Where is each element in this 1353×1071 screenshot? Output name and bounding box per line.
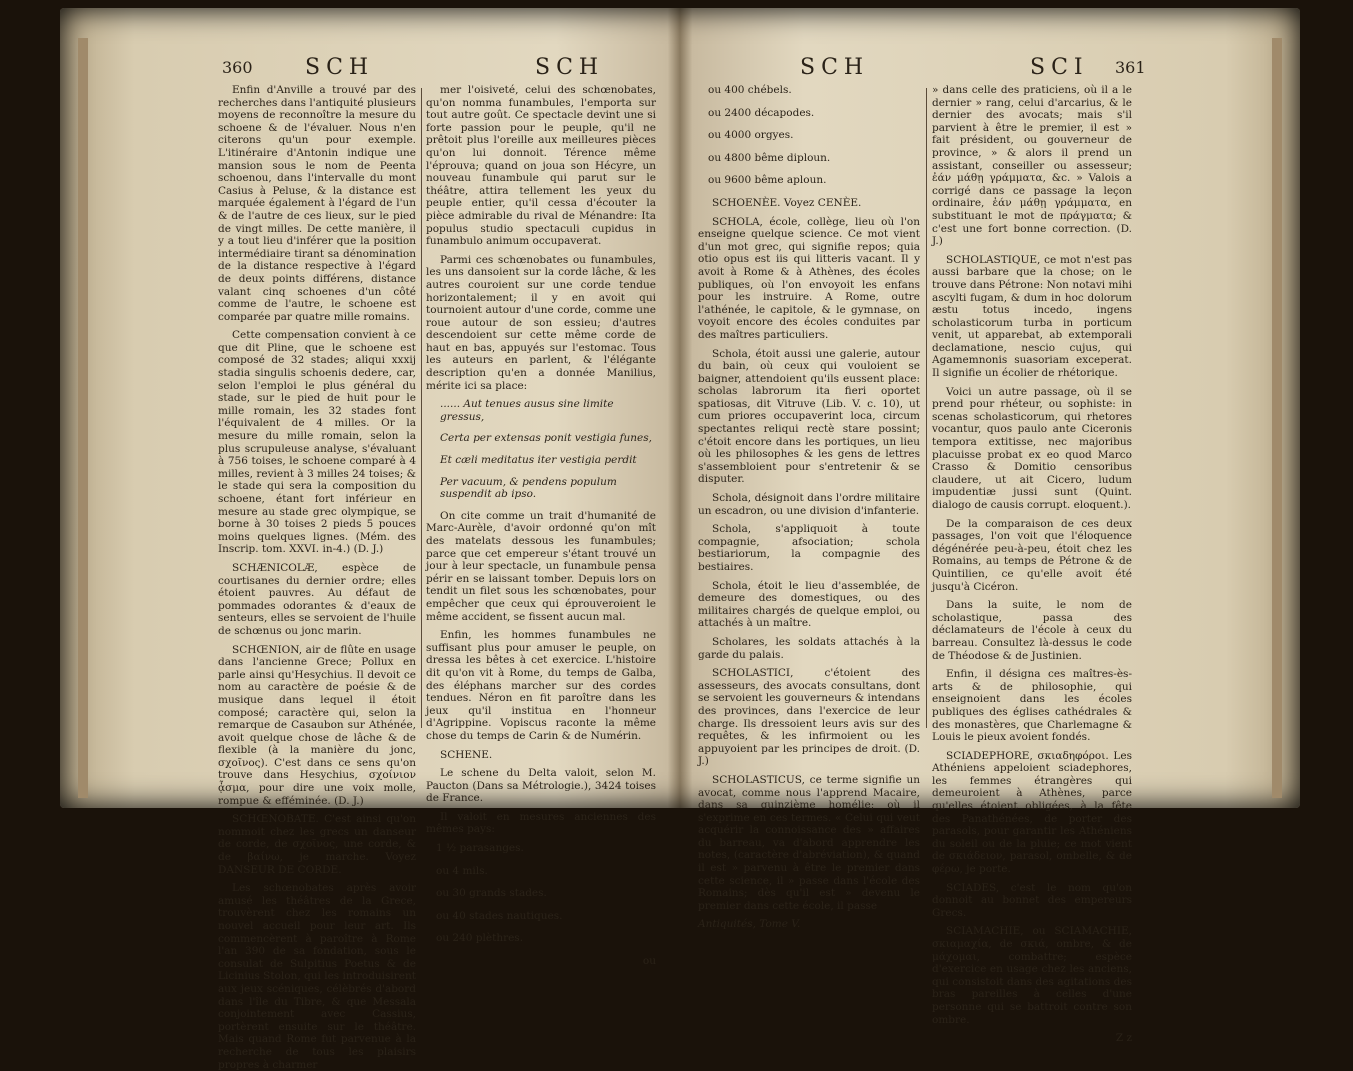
right-header-1: SCH [800,55,870,80]
paragraph: Enfin, les hommes funambules ne suffisant plus pour amuser le peuple, on dressa les bêtes à cet exercice. L'histoire dit qu'on vit à Rome, du temps de Galba, des éléphans marcher sur des cordes tendues. Néron en fit paroître dans les jeux qu'il institua en l'honneur d'Agrippine. Vopiscus raconte la même chose du temps de Carin & de Numérin. [426,629,656,742]
list-item: ou 2400 décapodes. [708,106,815,119]
left-header-2: SCH [535,55,605,80]
signature-line: Antiquités, Tome V. [698,918,801,931]
left-header-1: SCH [305,55,375,80]
paragraph: Il valoit en mesures anciennes des mêmes pays: [426,810,656,836]
latin-verse [440,398,656,501]
paragraph: SCIAMACHIE, ou SCIAMACHIE, σκιαμαχία, de σκιά, ombre, & de μάχομαι, combattre; espèce d'exercice en usage chez les anciens, qui consistoit dans des agitations des bras pareilles à celles d'une personne qui se battroit contre son ombre. [932,925,1132,1026]
column-rule [926,88,927,728]
paragraph: Voici un autre passage, où il se prend pour rhéteur, ou sophiste: in scenas scholasticorum, qui rhetores vocantur, quos paulo ante Ciceronis tempora extitisse, nec majoribus placuisse probat ex eo quod Marco Crasso & Domitio censoribus claudere, ut ait Cicero, ludum impudentiæ jussi sunt (Quint. dialogo de causis corrupt. eloquent.). [932,385,1132,511]
right-page-number: 361 [1115,58,1146,77]
paragraph: SCIADEPHORE, σκιαδηφόροι. Les Athéniens appeloient sciadephores, les femmes étrangères qui demeuroient à Athènes, parce qu'elles étoient obligées, à la fête des Panathénées, de porter des parasols, pour garantir les Athéniens du soleil ou de la pluie; ce mot vient de σκιάδειον, parasol, ombelle, & de φέρω, je porte. [932,749,1132,876]
left-column-1 [218,84,416,1071]
list-item: ou 240 plèthres. [436,932,524,945]
list-item: 1 ½ parasanges. [436,842,524,855]
list-item: ou 40 stades nautiques. [436,909,563,922]
right-header-2: SCI [1030,55,1089,80]
verse-line: Certa per extensas ponit vestigia funes, [440,432,652,445]
list-item: ou 400 chébels. [708,84,792,96]
paragraph: Enfin d'Anville a trouvé par des recherches dans l'antiquité plusieurs moyens de reconnoître la mesure du schoene & de l'évaluer. Nous n'en citerons qu'un pour exemple. L'itinéraire d'Antonin indique une mansion sous le nom de Peenta schoenou, dans l'intervalle du mont Casius à Peluse, & la distance est marquée également à l'égard de l'un & de l'autre de ces lieux, sur le pied de vingt milles. De cette manière, il y a tout lieu d'inférer que la position intermédiaire tirant sa dénomination de la distance respective à l'égard de deux points différens, distance valant cinq schoenes d'un côté comme de l'autre, le schoene est comparée par quatre mille romains. [218,84,416,323]
verse-line: ...... Aut tenues ausus sine limite gressus, [440,398,614,423]
paragraph: SCHENE. [440,748,493,761]
verse-line: Et cæli meditatus iter vestigia perdit [440,454,637,467]
paragraph: Les schœnobates après avoir amusé les théâtres de la Grece, trouvèrent chez les romains un nouvel accueil pour leur art. Ils commencèrent à paroître à Rome l'an 390 de sa fondation, sous le consulat de Sulpitius Poetus & de Licinius Stolon, qui les introduisirent aux jeux scéniques, célèbrés d'abord dans l'île du Tibre, & que Messala conjointement avec Cassius, portèrent ensuite sur le théâtre. Mais quand Rome fut parvenue à la recherche de tous les plaisirs propres à charmer [218,882,416,1071]
paragraph: SCHŒNION, air de flûte en usage dans l'ancienne Grece; Pollux en parle ainsi qu'Hesychius. Il devoit ce nom au caractère de poésie & de musique dans lequel il étoit composé; caractère qui, selon la remarque de Casaubon sur Athénée, avoit quelque chose de lâche & de flexible (à la manière du jonc, σχοῖνος). C'est dans ce sens qu'on trouve dans Hesychius, σχοίνιον ᾆσμα, pour dire une voix molle, rompue & efféminée. (D. J.) [218,643,416,807]
list-item: ou 9600 bême aploun. [708,174,827,187]
paragraph: Cette compensation convient à ce que dit Pline, que le schoene est composé de 32 stades; aliqui xxxij stadia singulis schoenis dedere, car, selon l'emploi le plus général du stade, sur le pied de huit pour le mille romain, les 32 stades font l'équivalent de 4 milles. Or la mesure du mille romain, selon la plus scrupuleuse analyse, s'évaluant à 756 toises, le schoene comparé à 4 milles, revient à 3 milles 24 toises; & le stade qui sera la composition du schoene, étant fort inférieur en mesure au stade grec olympique, se borne à 30 toises 2 pieds 5 pouces moins quelques lignes. (Mém. des Inscrip. tom. XXVI. in-4.) (D. J.) [218,329,416,556]
list-item: ou 4000 orgyes. [708,129,794,142]
paragraph: De la comparaison de ces deux passages, l'on voit que l'éloquence dégénérée peu-à-peu, étoit chez les Romains, au temps de Pétrone & de Quintilien, ce qu'elle avoit été jusqu'à Cicéron. [932,517,1132,593]
paragraph: Enfin, il désigna ces maîtres-ès-arts & de philosophie, qui enseignoient dans les écoles publiques des églises cathédrales & des monastères, que Charlemagne & Louis le pieux avoient fondés. [932,668,1132,744]
verse-line: Per vacuum, & pendens populum suspendit ab ipso. [440,475,617,501]
measure-list [698,84,920,187]
page-edges-right [1272,38,1282,798]
paragraph: Schola, étoit le lieu d'assemblée, de demeure des domestiques, ou des militaires chargés de quelque emploi, ou attachés à un maître. [698,579,920,630]
page-edges-left [78,38,88,798]
paragraph: Dans la suite, le nom de scholastique, passa des déclamateurs de l'école à ceux du barreau. Consultez là-dessus le code de Théodose & de Justinien. [932,599,1132,662]
paragraph: mer l'oisiveté, celui des schœnobates, qu'on nomma funambules, l'emporta sur tout autre goût. Ce spectacle devint une si forte passion pour le peuple, qu'il ne prêtoit plus l'oreille aux meilleures pièces qu'on lui donnoit. Térence même l'éprouva; quand on joua son Hécyre, un nouveau funambule qui parut sur le théâtre, attira tellement les yeux du peuple entier, qu'il cessa d'écouter la pièce admirable du rival de Ménandre: Ita populus studio spectaculi cupidus in funambulo animum occupaverat. [426,84,656,248]
catchword: Z z [1115,1032,1132,1045]
measure-list [426,842,656,945]
paragraph: Scholares, les soldats attachés à la garde du palais. [698,635,920,661]
right-column-1 [698,84,920,931]
column-rule [421,88,422,728]
paragraph: SCHOLA, école, collège, lieu où l'on enseigne quelque science. Ce mot vient d'un mot grec, qui signifie repos; quia otio opus est iis qui litteris vacant. Il y avoit à Rome & à Athènes, des écoles publiques, où l'on envoyoit les enfans pour les instruire. A Rome, outre l'athénée, le capitole, & le gymnase, on voyoit encore des écoles conduites par des maîtres particuliers. [698,215,920,341]
list-item: ou 4800 bême diploun. [708,151,831,164]
paragraph: » dans celle des praticiens, où il a le dernier » rang, celui d'arcarius, & le dernier des avocats; mais s'il parvient à être le premier, il est » fait président, ou gouverneur de province, » & alors il prend un assistant, conseiller ou assesseur; ἐάν μάθῃ γράμματα, &c. » Valois a corrigé dans ce passage la leçon ordinaire, ἐάν μάθῃ γράμματα, en substituant le mot de πράγματα; & c'est une fort bonne correction. (D. J.) [932,84,1132,248]
paragraph: SCHOENÈE. Voyez CENÈE. [712,196,862,209]
paragraph: SCHOLASTIQUE, ce mot n'est pas aussi barbare que la chose; on le trouve dans Pétrone: Non notavi mihi ascylti fugam, & dum in hoc dolorum æstu totus incedo, ingens scholasticorum turba in porticum venit, ut apparebat, ab extemporali declamatione, nescio cujus, qui Agamemnonis suasoriam exceperat. Il signifie un écolier de rhétorique. [932,253,1132,380]
right-column-2 [932,84,1132,1045]
paragraph: Le schene du Delta valoit, selon M. Paucton (Dans sa Métrologie.), 3424 toises de France. [426,767,656,805]
paragraph: On cite comme un trait d'humanité de Marc-Aurèle, d'avoir ordonné qu'on mît des matelats dessous les funambules; parce que cet empereur s'étant trouvé un jour à leur spectacle, un funambule pensa périr en se laissant tomber. Depuis lors on tendit un filet sous les schœnobates, pour empêcher que ceux qui éprouveroient le même accident, se fissent aucun mal. [426,509,656,623]
left-page-number: 360 [222,58,253,77]
paragraph: Parmi ces schœnobates ou funambules, les uns dansoient sur la corde lâche, & les autres couroient sur une corde tendue horizontalement; il y en avoit qui tournoient autour d'une corde, comme une roue autour de son essieu; d'autres descendoient sur cette même corde de haut en bas, appuyés sur l'estomac. Tous les auteurs en parlent, & l'élégante description qu'en a donnée Manilius, mérite ici sa place: [426,253,656,392]
paragraph: Schola, s'appliquoit à toute compagnie, afsociation; schola bestiariorum, la compagnie des bestiaires. [698,523,920,573]
paragraph: SCHOLASTICUS, ce terme signifie un avocat, comme nous l'apprend Macaire, dans sa quinzième homélie; où il s'exprime en ces termes. « Celui qui veut acquérir la connoissance des » affaires du barreau, va d'abord apprendre les notes, (caractère d'abréviation), & quand il est » parvenu à être le premier dans cette science, il » passe dans l'école des Romains; dès qu'il est » devenu le premier dans cette école, il passe [698,773,920,912]
paragraph: Schola, étoit aussi une galerie, autour du bain, où ceux qui vouloient se baigner, attendoient qu'ils eussent place: scholas labrorum ita fieri oportet spatiosas, dit Vitruve (Lib. V. c. 10), ut cum priores occupaverint loca, circum spectantes reliqui rectè stare possint; c'étoit encore dans les portiques, un lieu où les philosophes & les gens de lettres s'assembloient pour s'entretenir & se disputer. [698,347,920,486]
left-column-2 [426,84,656,968]
paragraph: SCHÆNICOLÆ, espèce de courtisanes du dernier ordre; elles étoient pauvres. Au défaut de pommades odorantes & d'eaux de senteurs, elles se servoient de l'huile de schœnus ou jonc marin. [218,561,416,637]
catchword: ou [642,955,656,968]
paragraph: SCHOLASTICI, c'étoient des assesseurs, des avocats consultans, dont se servoient les gouverneurs & intendans des provinces, dans l'exercice de leur charge. Ils dressoient leurs avis sur des requêtes, & les infirmoient ou les appuyoient par les principes de droit. (D. J.) [698,667,920,768]
paragraph: SCHŒNOBATE. C'est ainsi qu'on nommoit chez les grecs un danseur de corde, de σχοῖνος, une corde, & de βαίνω, je marche. Voyez DANSEUR DE CORDE. [218,813,416,876]
paragraph: Schola, désignoit dans l'ordre militaire un escadron, ou une division d'infanterie. [698,492,920,517]
list-item: ou 30 grands stades. [436,887,547,900]
list-item: ou 4 mils. [436,864,488,877]
paragraph: SCIADES, c'est le nom qu'on donnoit au bonnet des empereurs Grecs. [932,881,1132,919]
